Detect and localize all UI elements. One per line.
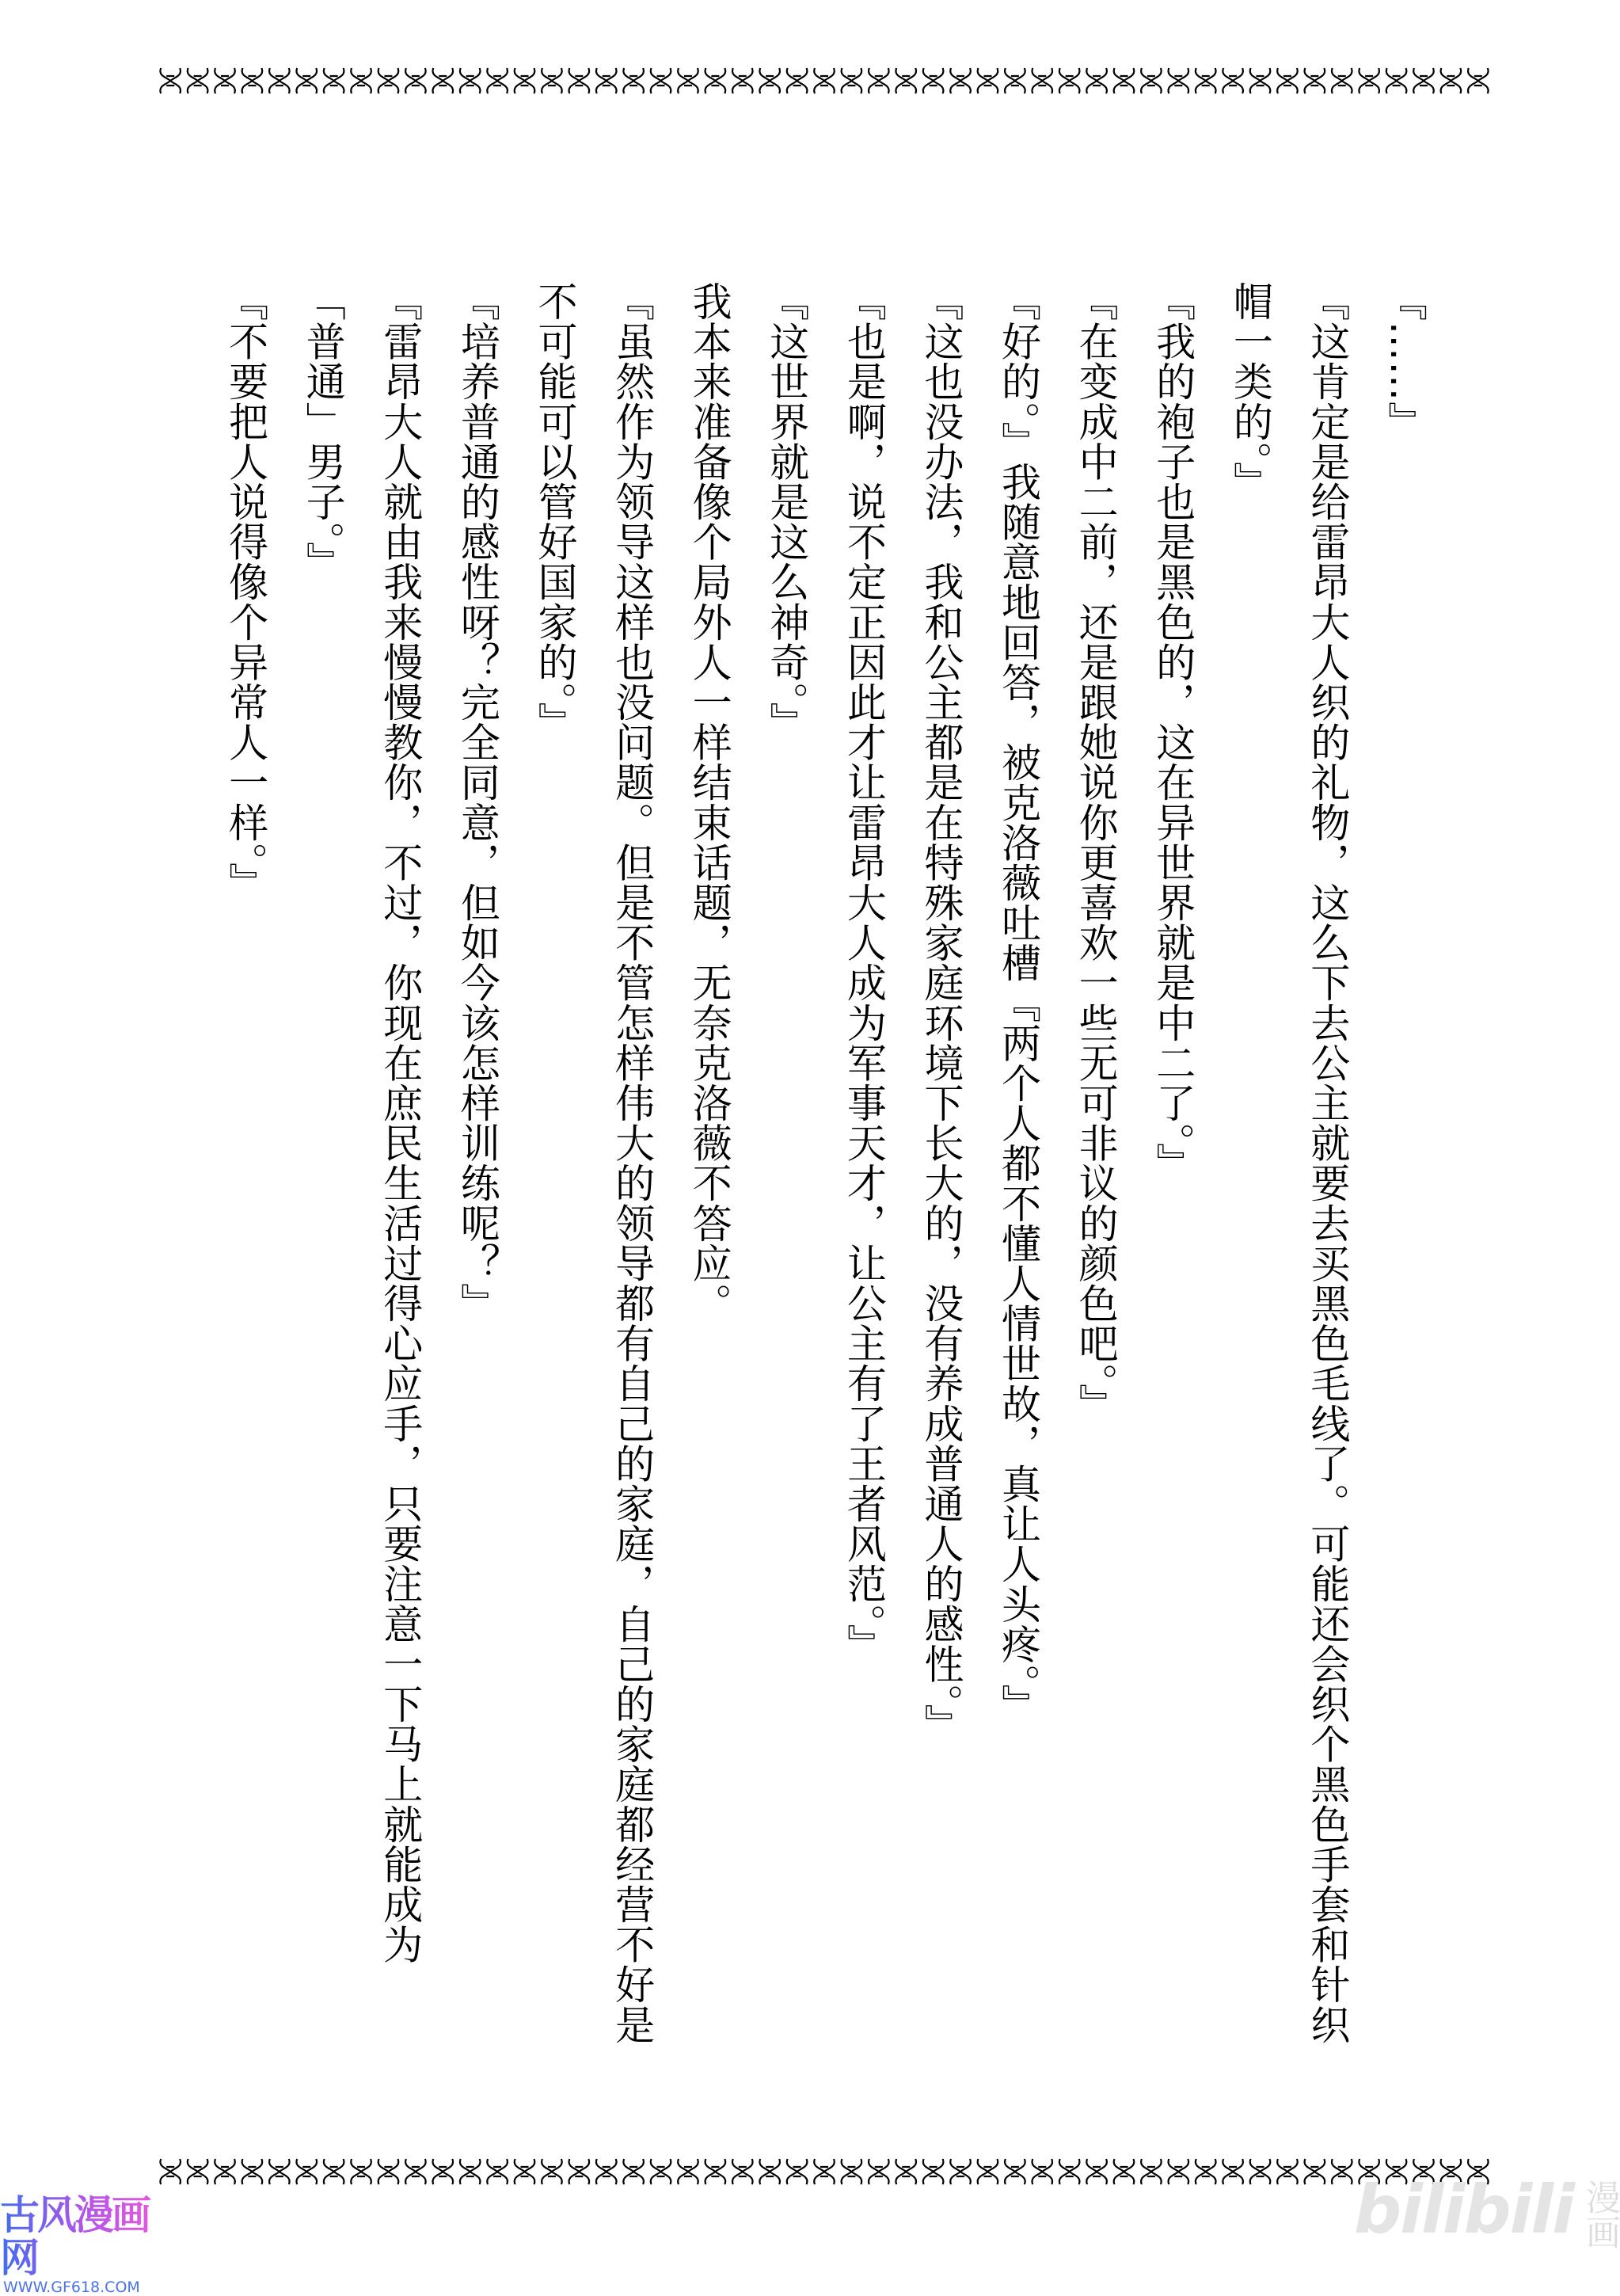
ornament-motif: [1332, 2159, 1352, 2184]
ornament-motif: [678, 2159, 698, 2184]
ornament-border-top: [157, 65, 1492, 97]
ornament-motif: [705, 68, 726, 93]
site-watermark: [0, 2194, 170, 2295]
ornament-motif: [432, 2159, 453, 2184]
ornament-motif: [1413, 68, 1434, 93]
ornament-motif: [1059, 68, 1080, 93]
ornament-motif: [351, 2159, 371, 2184]
ornament-motif: [1332, 68, 1352, 93]
bilibili-logo: bilibili: [1354, 2171, 1574, 2248]
ornament-motif: [1059, 2159, 1080, 2184]
ornament-motif: [1141, 68, 1162, 93]
ornament-motif: [651, 2159, 671, 2184]
ornament-motif: [1141, 2159, 1162, 2184]
ornament-motif: [215, 2159, 235, 2184]
ornament-motif: [787, 2159, 808, 2184]
ornament-motif: [1359, 68, 1379, 93]
ornament-motif: [596, 2159, 617, 2184]
ornament-motif: [242, 2159, 263, 2184]
ornament-motif: [1250, 68, 1271, 93]
ornament-motif: [869, 68, 889, 93]
ornament-motif: [896, 68, 916, 93]
ornament-motif: [814, 2159, 835, 2184]
ornament-motif: [460, 2159, 481, 2184]
ornament-motif: [351, 68, 371, 93]
text-column: 『在变成中二前，还是跟她说你更喜欢一些无可非议的颜色吧。』: [1072, 281, 1119, 1424]
ornament-motif: [732, 68, 753, 93]
ornament-motif: [432, 68, 453, 93]
ornament-motif: [1169, 2159, 1189, 2184]
ornament-motif: [759, 2159, 780, 2184]
ornament-motif: [1223, 2159, 1243, 2184]
bilibili-watermark: [1354, 2154, 1619, 2249]
ornament-motif: [978, 2159, 998, 2184]
text-column: 『这也没办法，我和公主都是在特殊家庭环境下长大的，没有养成普通人的感性。』: [918, 281, 964, 1745]
ornament-motif: [160, 2159, 181, 2184]
ornament-motif: [378, 68, 399, 93]
ornament-motif: [460, 68, 481, 93]
text-column: 『虽然作为领导这样也没问题。但是不管怎样伟大的领导都有自己的家庭，自己的家庭都经营不好是: [609, 281, 656, 2045]
ornament-motif: [1277, 2159, 1298, 2184]
text-column: 『这世界就是这么神奇。』: [763, 281, 810, 743]
ornament-motif: [405, 68, 426, 93]
ornament-motif: [1196, 2159, 1216, 2184]
ornament-motif: [623, 2159, 644, 2184]
text-column: 帽一类的。』: [1226, 281, 1273, 502]
ornament-motif: [1005, 2159, 1025, 2184]
ornament-motif: [188, 2159, 208, 2184]
bilibili-manhua-label: 漫画: [1580, 2180, 1620, 2249]
ornament-motif: [705, 2159, 726, 2184]
text-column: 「普通」男子。』: [299, 281, 346, 582]
ornament-motif: [1114, 2159, 1135, 2184]
site-watermark-name: 古风漫画网: [0, 2194, 170, 2279]
ornament-motif: [269, 68, 290, 93]
ornament-motif: [1305, 68, 1325, 93]
ornament-motif: [515, 2159, 535, 2184]
ornament-motif: [1250, 2159, 1271, 2184]
ornament-motif: [1086, 68, 1107, 93]
ornament-motif: [542, 2159, 562, 2184]
ornament-motif: [596, 68, 617, 93]
text-column: 『雷昂大人就由我来慢慢教你，不过，你现在庶民生活过得心应手，只要注意一下马上就能成为: [377, 281, 424, 1965]
ornament-motif: [1386, 68, 1407, 93]
ornament-motif: [1086, 2159, 1107, 2184]
text-column: 不可能可以管好国家的。』: [531, 281, 578, 743]
ornament-motif: [324, 2159, 344, 2184]
ornament-motif: [1032, 2159, 1052, 2184]
ornament-motif: [215, 68, 235, 93]
ornament-motif: [269, 2159, 290, 2184]
ornament-motif: [487, 2159, 508, 2184]
ornament-motif: [569, 68, 590, 93]
ornament-motif: [1468, 68, 1489, 93]
ornament-motif: [515, 68, 535, 93]
ornament-motif: [1441, 68, 1462, 93]
text-column: 『不要把人说得像个异常人一样。』: [222, 281, 269, 903]
ornament-motif: [978, 68, 998, 93]
ornament-motif: [923, 68, 944, 93]
ornament-motif: [542, 68, 562, 93]
ornament-motif: [842, 2159, 862, 2184]
ornament-motif: [623, 68, 644, 93]
ornament-motif: [1196, 68, 1216, 93]
ornament-motif: [296, 2159, 317, 2184]
text-column: 『培养普通的感性呀？完全同意，但如今该怎样训练呢？』: [454, 281, 500, 1323]
ornament-motif: [405, 2159, 426, 2184]
ornament-motif: [869, 2159, 889, 2184]
text-column: 我本来准备像个局外人一样结束话题，无奈克洛薇不答应。: [686, 281, 732, 1323]
ornament-motif: [787, 68, 808, 93]
text-column: 『……』: [1382, 281, 1428, 442]
ornament-motif: [923, 2159, 944, 2184]
text-column: 『我的袍子也是黑色的，这在异世界就是中二了。』: [1150, 281, 1196, 1183]
ornament-motif: [1305, 2159, 1325, 2184]
ornament-motif: [1169, 68, 1189, 93]
ornament-motif: [569, 2159, 590, 2184]
ornament-motif: [1032, 68, 1052, 93]
ornament-motif: [487, 68, 508, 93]
vertical-text-body: [207, 281, 1443, 2071]
site-watermark-url: WWW.GF618.COM: [3, 2279, 140, 2296]
ornament-motif: [1005, 68, 1025, 93]
text-column: 『好的。』我随意地回答，被克洛薇吐槽『两个人都不懂人情世故，真让人头疼。』: [995, 281, 1042, 1725]
ornament-motif: [1114, 68, 1135, 93]
ornament-motif: [678, 68, 698, 93]
ornament-motif: [160, 68, 181, 93]
ornament-motif: [732, 2159, 753, 2184]
ornament-motif: [378, 2159, 399, 2184]
ornament-motif: [1277, 68, 1298, 93]
ornament-motif: [1223, 68, 1243, 93]
ornament-motif: [242, 68, 263, 93]
ornament-motif: [950, 68, 971, 93]
ornament-motif: [188, 68, 208, 93]
ornament-border-bottom: [157, 2156, 1492, 2187]
ornament-motif: [651, 68, 671, 93]
ornament-motif: [814, 68, 835, 93]
ornament-motif: [842, 68, 862, 93]
ornament-motif: [896, 2159, 916, 2184]
ornament-motif: [759, 68, 780, 93]
text-column: 『也是啊，说不定正因此才让雷昂大人成为军事天才，让公主有了王者风范。』: [840, 281, 887, 1664]
ornament-motif: [950, 2159, 971, 2184]
ornament-motif: [324, 68, 344, 93]
ornament-motif: [296, 68, 317, 93]
text-column: 『这肯定是给雷昂大人织的礼物，这么下去公主就要去买黑色毛线了。可能还会织个黑色手套和针织: [1304, 281, 1351, 2045]
